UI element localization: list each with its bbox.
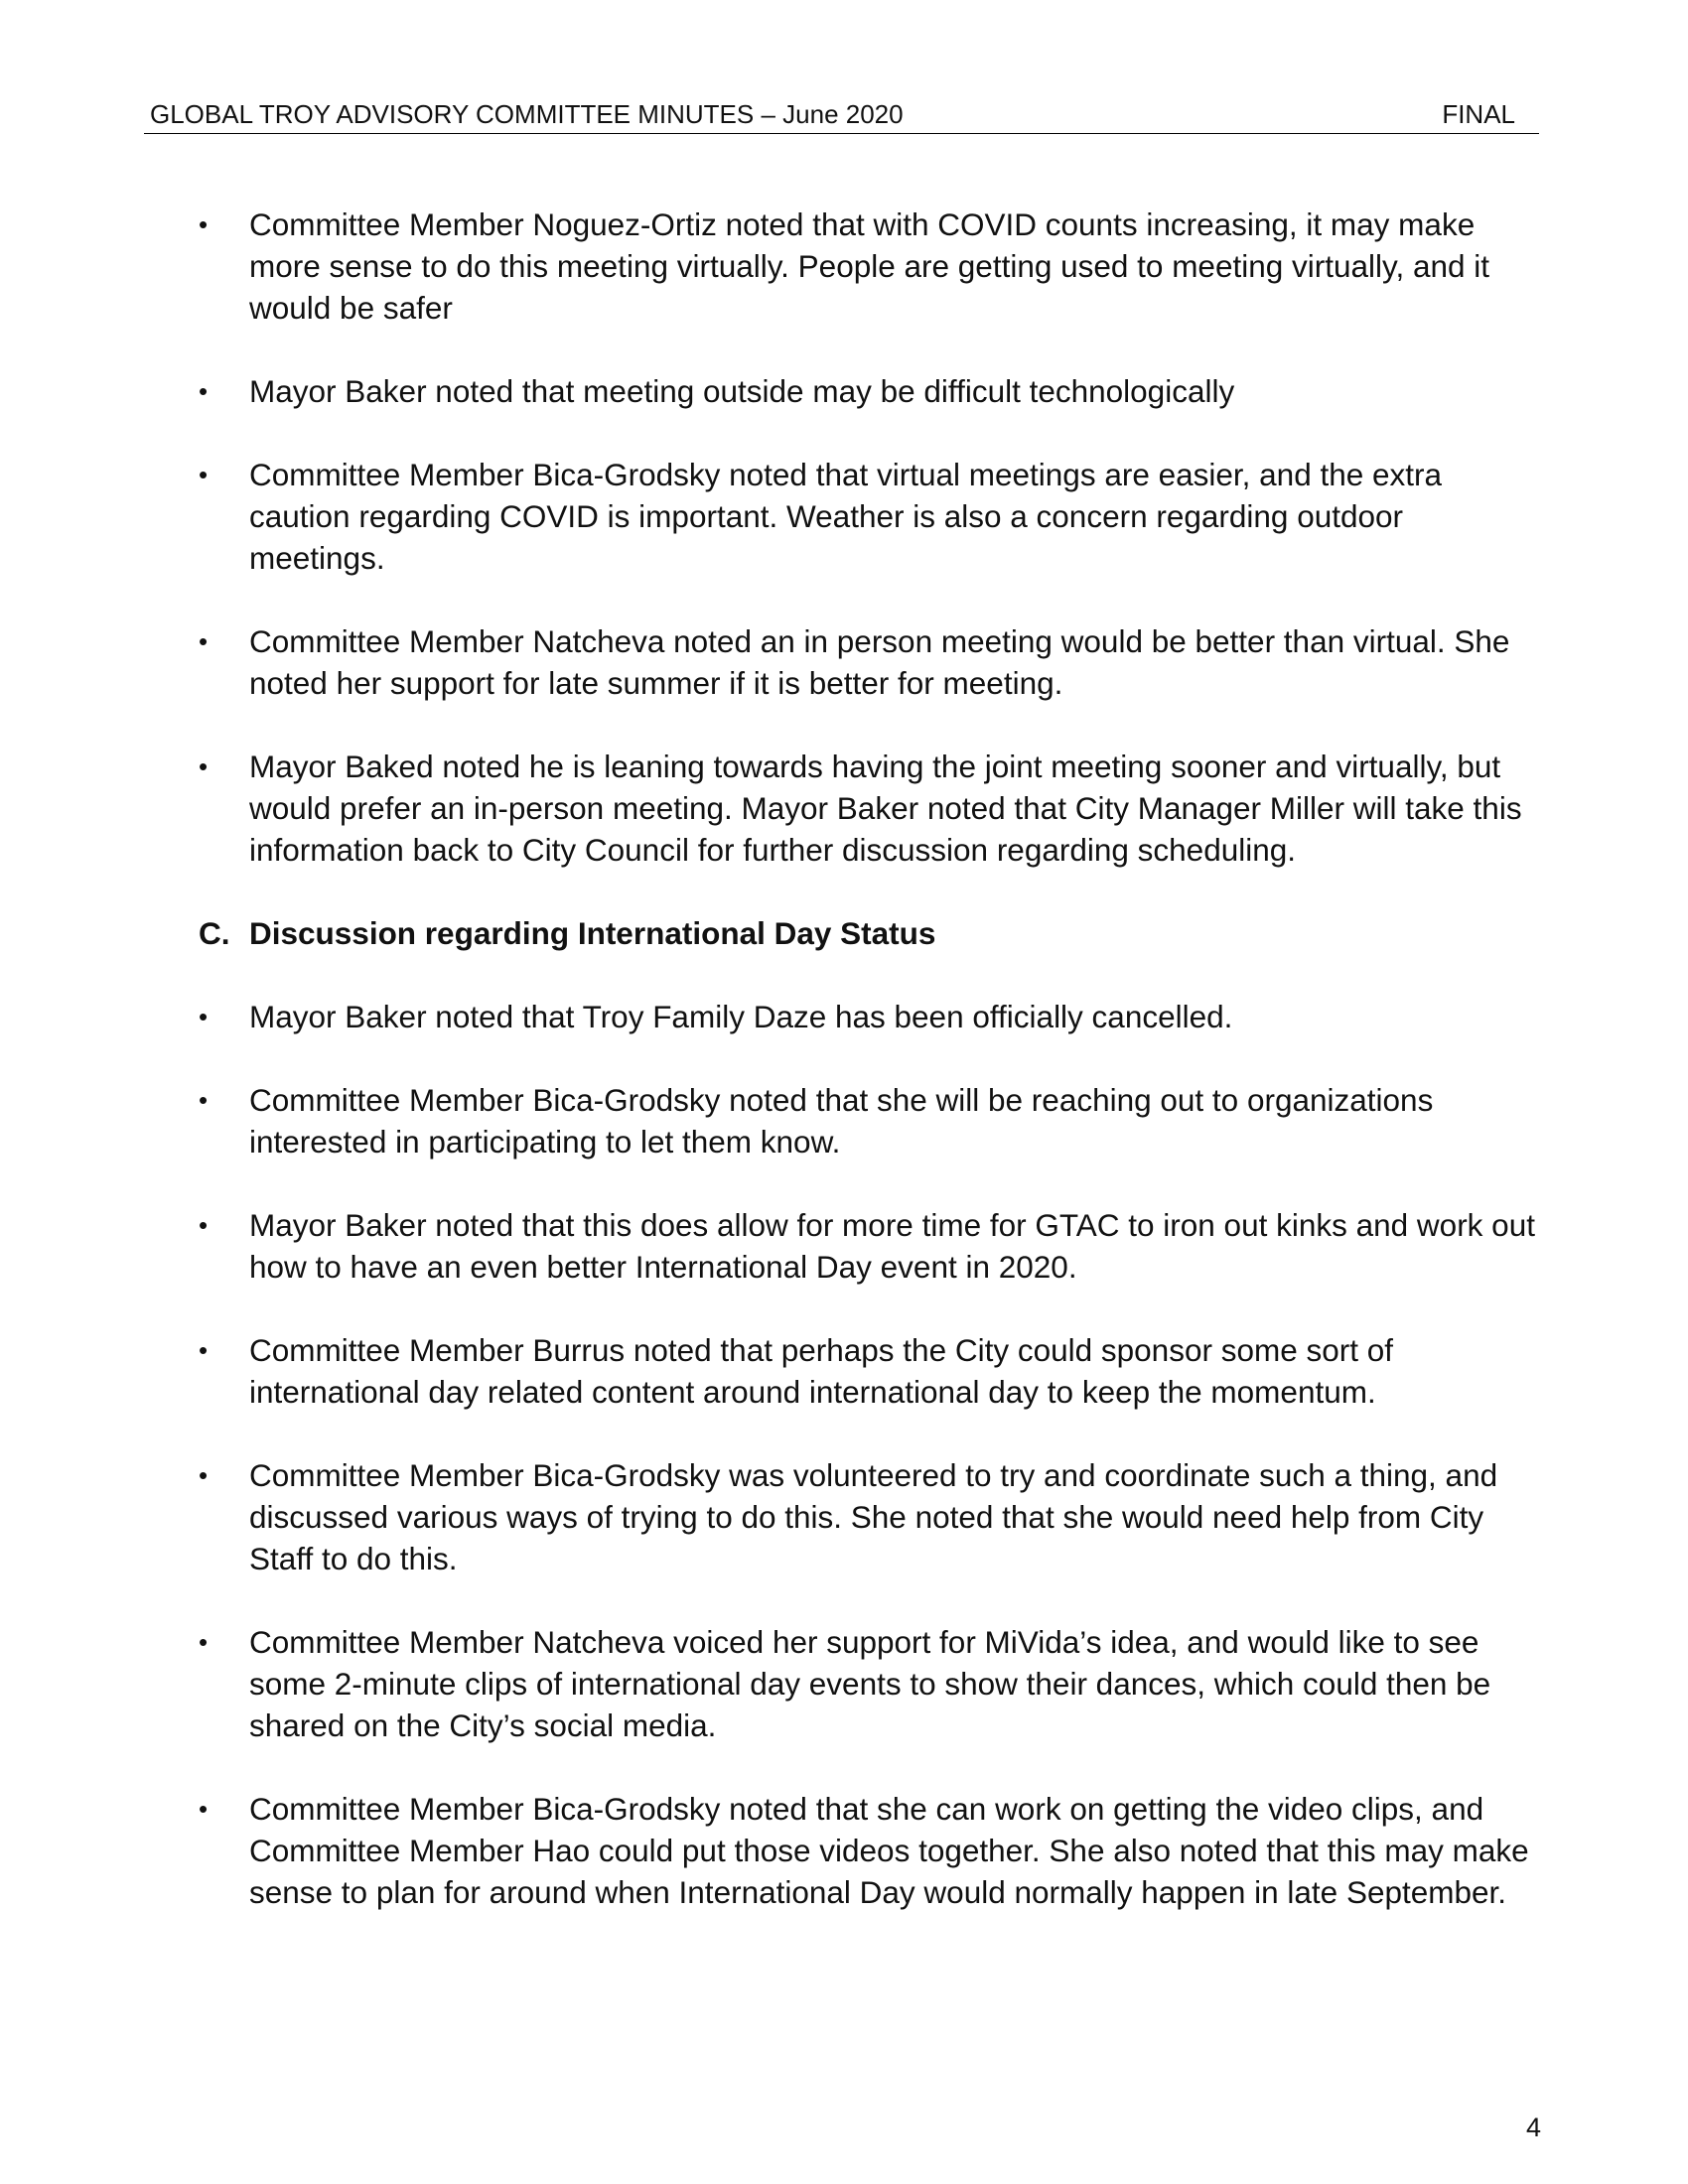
document-status: FINAL bbox=[1442, 99, 1515, 129]
bullet-icon: • bbox=[199, 1627, 209, 1657]
bullet-icon: • bbox=[199, 376, 209, 406]
bullet-icon: • bbox=[199, 1210, 209, 1240]
list-item-text: Committee Member Bica-Grodsky noted that virtual meetings are easier, and the extra caution regarding COVID is important. Weather is also a concern regarding outdoor meetings. bbox=[249, 457, 1443, 576]
bullet-icon: • bbox=[199, 1085, 209, 1115]
list-item-text: Committee Member Bica-Grodsky noted that she can work on getting the video clips, and Committee Member Hao could put those videos together. She also noted that this may make sense to plan for around when International Day would normally happen in late September. bbox=[249, 1791, 1529, 1910]
list-item-text: Mayor Baker noted that this does allow for more time for GTAC to iron out kinks and work out how to have an even better International Day event in 2020. bbox=[249, 1207, 1535, 1285]
section-letter: C. bbox=[199, 915, 230, 951]
list-item bbox=[0, 1079, 1688, 1162]
list-item-text: Committee Member Bica-Grodsky was volunteered to try and coordinate such a thing, and discussed various ways of trying to do this. She noted that she would need help from City Staff to do this. bbox=[249, 1457, 1498, 1576]
list-item bbox=[0, 1621, 1688, 1746]
list-item-text: Committee Member Natcheva voiced her support for MiVida’s idea, and would like to see some 2-minute clips of international day events to show their dances, which could then be shared on the City’s social media. bbox=[249, 1624, 1491, 1743]
list-item bbox=[0, 370, 1688, 412]
list-item bbox=[0, 1204, 1688, 1288]
bullet-icon: • bbox=[199, 751, 209, 781]
list-item bbox=[0, 204, 1688, 329]
section-title: Discussion regarding International Day Status bbox=[249, 915, 936, 951]
list-item bbox=[0, 1454, 1688, 1579]
list-item bbox=[0, 746, 1688, 871]
bullet-icon: • bbox=[199, 1460, 209, 1490]
bullet-icon: • bbox=[199, 626, 209, 656]
list-item bbox=[0, 454, 1688, 579]
page-number: 4 bbox=[1525, 2113, 1541, 2142]
list-item-text: Mayor Baker noted that meeting outside may be difficult technologically bbox=[249, 373, 1235, 409]
list-item-text: Mayor Baked noted he is leaning towards having the joint meeting sooner and virtually, but would prefer an in-person meeting. Mayor Baker noted that City Manager Miller will take this information back to City Council for further discussion regarding scheduling. bbox=[249, 749, 1522, 868]
bullet-icon: • bbox=[199, 1335, 209, 1365]
list-item-text: Committee Member Natcheva noted an in person meeting would be better than virtual. She noted her support for late summer if it is better for meeting. bbox=[249, 623, 1510, 701]
list-item-text: Committee Member Burrus noted that perhaps the City could sponsor some sort of international day related content around international day to keep the momentum. bbox=[249, 1332, 1394, 1410]
bullet-icon: • bbox=[199, 1794, 209, 1824]
list-item bbox=[0, 996, 1688, 1037]
list-item-text: Mayor Baker noted that Troy Family Daze has been officially cancelled. bbox=[249, 999, 1233, 1034]
bullet-icon: • bbox=[199, 460, 209, 489]
bullet-icon: • bbox=[199, 1002, 209, 1031]
list-item bbox=[0, 1788, 1688, 1913]
bullet-icon: • bbox=[199, 209, 209, 239]
minutes-body bbox=[0, 204, 1688, 1955]
page-header bbox=[144, 97, 1539, 134]
list-item bbox=[0, 1329, 1688, 1413]
document-title: GLOBAL TROY ADVISORY COMMITTEE MINUTES – June 2020 bbox=[150, 99, 904, 129]
list-item-text: Committee Member Noguez-Ortiz noted that with COVID counts increasing, it may make more sense to do this meeting virtually. People are getting used to meeting virtually, and it would be safer bbox=[249, 206, 1490, 326]
list-item-text: Committee Member Bica-Grodsky noted that she will be reaching out to organizations interested in participating to let them know. bbox=[249, 1082, 1434, 1160]
section-heading bbox=[0, 912, 1688, 954]
list-item bbox=[0, 620, 1688, 704]
